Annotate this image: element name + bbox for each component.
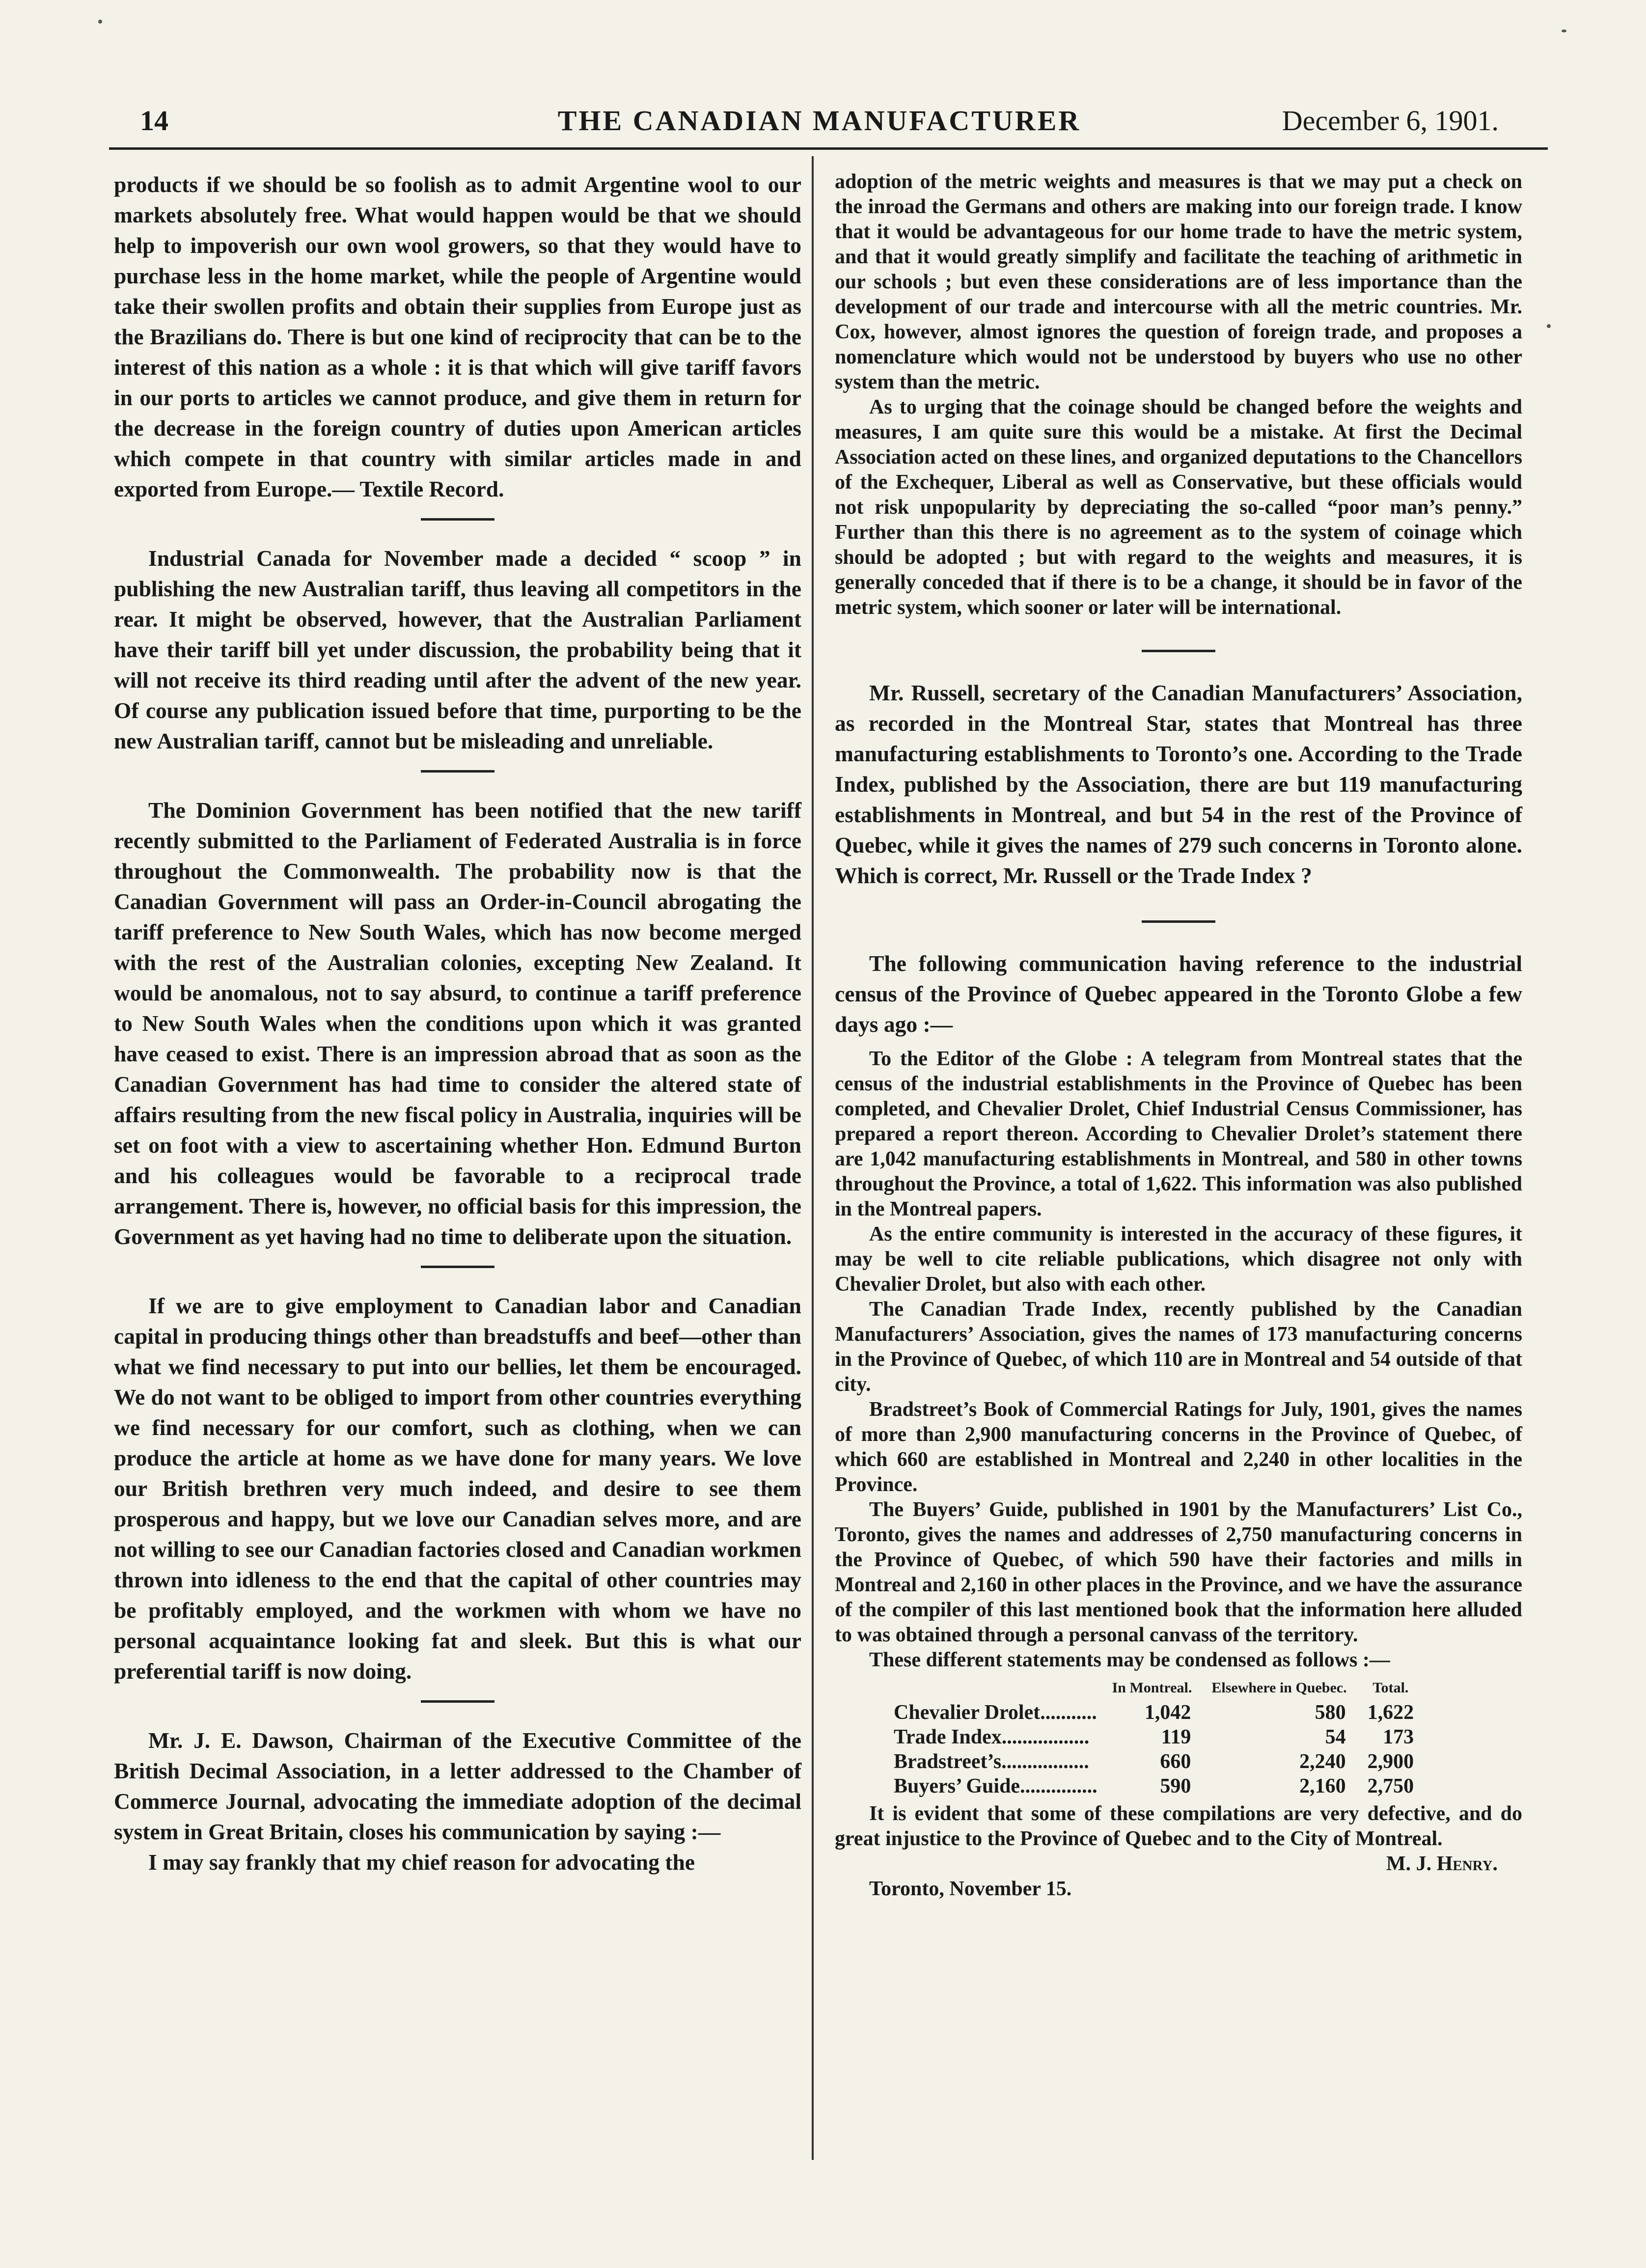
section-divider [1142,650,1215,652]
cell-total: 1,622 [1367,1701,1414,1724]
cell-elsewhere: 580 [1315,1701,1346,1724]
letter-paragraph: These different statements may be condensed as follows :— [869,1649,1390,1671]
page-number: 14 [140,105,168,137]
issue-date: December 6, 1901. [1282,105,1499,137]
header-rule [109,147,1548,150]
article-decimal-association: Mr. J. E. Dawson, Chairman of the Executive Committee of the British Decimal Association, in a letter addressed to the Chamber of Commerce Journal, advocating the immediate adoption of the decimal system in Great Britain, closes his communication by saying :— [114,1728,801,1844]
article-industrial-census-intro: The following communication having reference to the industrial census of the Province of Quebec appeared in the Toronto Globe a few days ago :— [835,951,1522,1037]
section-divider [421,518,494,521]
section-divider [421,1700,494,1703]
letter-paragraph: The Canadian Trade Index, recently published by the Canadian Manufacturers’ Association, gives the names of 173 manufacturing concerns in the Province of Quebec, of which 110 are in Montreal and 54 outside of that city. [835,1298,1522,1396]
article-canadian-labor: If we are to give employment to Canadian labor and Canadian capital in producing things other than breadstuffs and beef—other than what we find necessary to put into our bellies, let them be encouraged. We do not want to be obliged to import from other countries everything we find necessary for our comfort, such as clothing, when we can produce the article at home as we have done for many years. We love our British brethren very much indeed, and desire to see them prosperous and happy, but we love our Canadian selves more, and are not willing to see our Canadian factories closed and Canadian workmen thrown into idleness to the end that the capital of other countries may be profitably employed, and the workmen with whom we have no personal acquaintance looking fat and sleek. But this is what our preferential tariff is now doing. [114,1293,801,1684]
cell-elsewhere: 2,160 [1299,1775,1346,1798]
letter-conclusion: It is evident that some of these compilations are very defective, and do great injustice to the Province of Quebec and to the City of Montreal. [835,1802,1522,1850]
cell-elsewhere: 2,240 [1299,1750,1346,1773]
scan-speck [1562,29,1566,32]
right-column [835,169,1522,1902]
table-row [889,1749,1425,1774]
census-summary-table [889,1681,1425,1798]
article-australian-tariff-scoop: Industrial Canada for November made a decided “ scoop ” in publishing the new Australian tariff, thus leaving all competitors in the rear. It might be observed, however, that the Australian Parliament have their tariff bill yet under discussion, the probability being that it will not receive its third reading until after the advent of the new year. Of course any publication issued before that time, purporting to be the new Australian tariff, cannot but be misleading and unreliable. [114,546,801,753]
letter-paragraph: As the entire community is interested in the accuracy of these figures, it may be well to cite reliable publications, which disagree not only with Chevalier Drolet, but also with each other. [835,1223,1522,1296]
article-mr-russell: Mr. Russell, secretary of the Canadian Manufacturers’ Association, as recorded in the Montreal Star, states that Montreal has three manufacturing establishments to Toronto’s one. According to the Trade Index, published by the Association, there are but 119 manufacturing establishments in Montreal, and but 54 in the rest of the Province of Quebec, while it gives the names of 279 such concerns in Toronto alone. Which is correct, Mr. Russell or the Trade Index ? [835,680,1522,888]
section-divider [1142,920,1215,923]
row-label: Trade Index................. [894,1726,1090,1748]
col-header-total: Total. [1372,1680,1409,1696]
cell-total: 173 [1383,1726,1414,1748]
dateline: Toronto, November 15. [869,1878,1072,1900]
left-column [114,169,801,1878]
letter-paragraph: Bradstreet’s Book of Commercial Ratings for July, 1901, gives the names of more than 2,900 manufacturing concerns in the Province of Quebec, of which 660 are established in Montreal and 2,240 in other localities in the Province. [835,1398,1522,1496]
quote-coinage: As to urging that the coinage should be changed before the weights and measures, I am quite sure this would be a mistake. At first the Decimal Association acted on these lines, and organized deputations to the Chancellors of the Exchequer, Liberal as well as Conservative, but these officials would not risk unpopularity by depreciating the so-called “poor man’s penny.” Further than this there is no agreement as to the system of coinage which should be adopted ; but with regard to the weights and measures, it is generally conceded that if there is to be a change, it should be in favor of the metric system, which sooner or later will be international. [835,396,1522,619]
section-divider [421,770,494,773]
row-label: Buyers’ Guide............... [894,1775,1097,1798]
cell-montreal: 660 [1160,1750,1191,1773]
table-header-row [889,1681,1425,1700]
article-dominion-government: The Dominion Government has been notified that the new tariff recently submitted to the Parliament of Federated Australia is in force throughout the Commonwealth. The probability now is that the Canadian Government will pass an Order-in-Council abrogating the tariff preference to New South Wales, which has now become merged with the rest of the Australian colonies, excepting New Zealand. It would be anomalous, not to say absurd, to continue a tariff preference to New South Wales when the conditions upon which it was granted have ceased to exist. There is an impression abroad that as soon as the Canadian Government has had time to consider the altered state of affairs resulting from the new fiscal policy in Australia, inquiries will be set on foot with a view to ascertaining whether Hon. Edmund Burton and his colleagues would be favorable to a reciprocal trade arrangement. There is, however, no official basis for this impression, the Government as yet having had no time to deliberate upon the situation. [114,798,801,1249]
page-header [140,104,1499,148]
signature-row [835,1852,1522,1877]
row-label: Chevalier Drolet........... [894,1701,1097,1724]
column-divider [812,156,814,2160]
scan-speck [98,20,102,24]
cell-montreal: 119 [1161,1726,1191,1748]
publication-title: THE CANADIAN MANUFACTURER [557,105,1081,137]
row-label: Bradstreet’s................. [894,1750,1089,1773]
table-row [889,1725,1425,1749]
table-row [889,1700,1425,1725]
cell-total: 2,900 [1367,1750,1414,1773]
section-divider [421,1266,494,1268]
signature: M. J. Henry. [1386,1853,1498,1875]
article-argentine-wool: products if we should be so foolish as to admit Argentine wool to our markets absolutely free. What would happen would be that we should help to impoverish our own wool growers, so that they would have to purchase less in the home market, while the people of Argentine would take their swollen profits and obtain their supplies from Europe just as the Brazilians do. There is but one kind of reciprocity that can be to the interest of this nation as a whole : it is that which will give tariff favors in our ports to articles we cannot produce, and give them in return for the decrease in the foreign country of duties upon American articles which compete in that country with similar articles made in and exported from Europe.— Textile Record. [114,172,801,501]
quote-metric-continued: adoption of the metric weights and measures is that we may put a check on the inroad the Germans and others are making into our foreign trade. I know that it would be advantageous for our home trade to have the metric system, and that it would greatly simplify and facilitate the teaching of arithmetic in our schools ; but even these considerations are of less importance than the development of our trade and intercourse with all the metric countries. Mr. Cox, however, almost ignores the question of foreign trade, and proposes a nomenclature which would not be understood by buyers who use no other system than the metric. [835,170,1522,393]
letter-paragraph: The Buyers’ Guide, published in 1901 by the Manufacturers’ List Co., Toronto, gives the names and addresses of 2,750 manufacturing concerns in the Province of Quebec, of which 590 have their factories and mills in Montreal and 2,160 in other places in the Province, and we have the assurance of the compiler of this last mentioned book that the information here alluded to was obtained through a personal canvass of the territory. [835,1498,1522,1646]
scan-speck [1547,324,1551,328]
table-row [889,1774,1425,1798]
cell-total: 2,750 [1367,1775,1414,1798]
cell-montreal: 1,042 [1144,1701,1191,1724]
cell-elsewhere: 54 [1325,1726,1346,1748]
cell-montreal: 590 [1160,1775,1191,1798]
letter-paragraph: To the Editor of the Globe : A telegram from Montreal states that the census of the industrial establishments in the Province of Quebec has been completed, and Chevalier Drolet, Chief Industrial Census Commissioner, has prepared a report thereon. According to Chevalier Drolet’s statement there are 1,042 manufacturing establishments in Montreal, and 580 in other towns throughout the Province, a total of 1,622. This information was also published in the Montreal papers. [835,1048,1522,1220]
col-header-elsewhere: Elsewhere in Quebec. [1211,1680,1347,1696]
col-header-montreal: In Montreal. [1112,1680,1192,1696]
quote-start: I may say frankly that my chief reason for advocating the [148,1850,695,1875]
